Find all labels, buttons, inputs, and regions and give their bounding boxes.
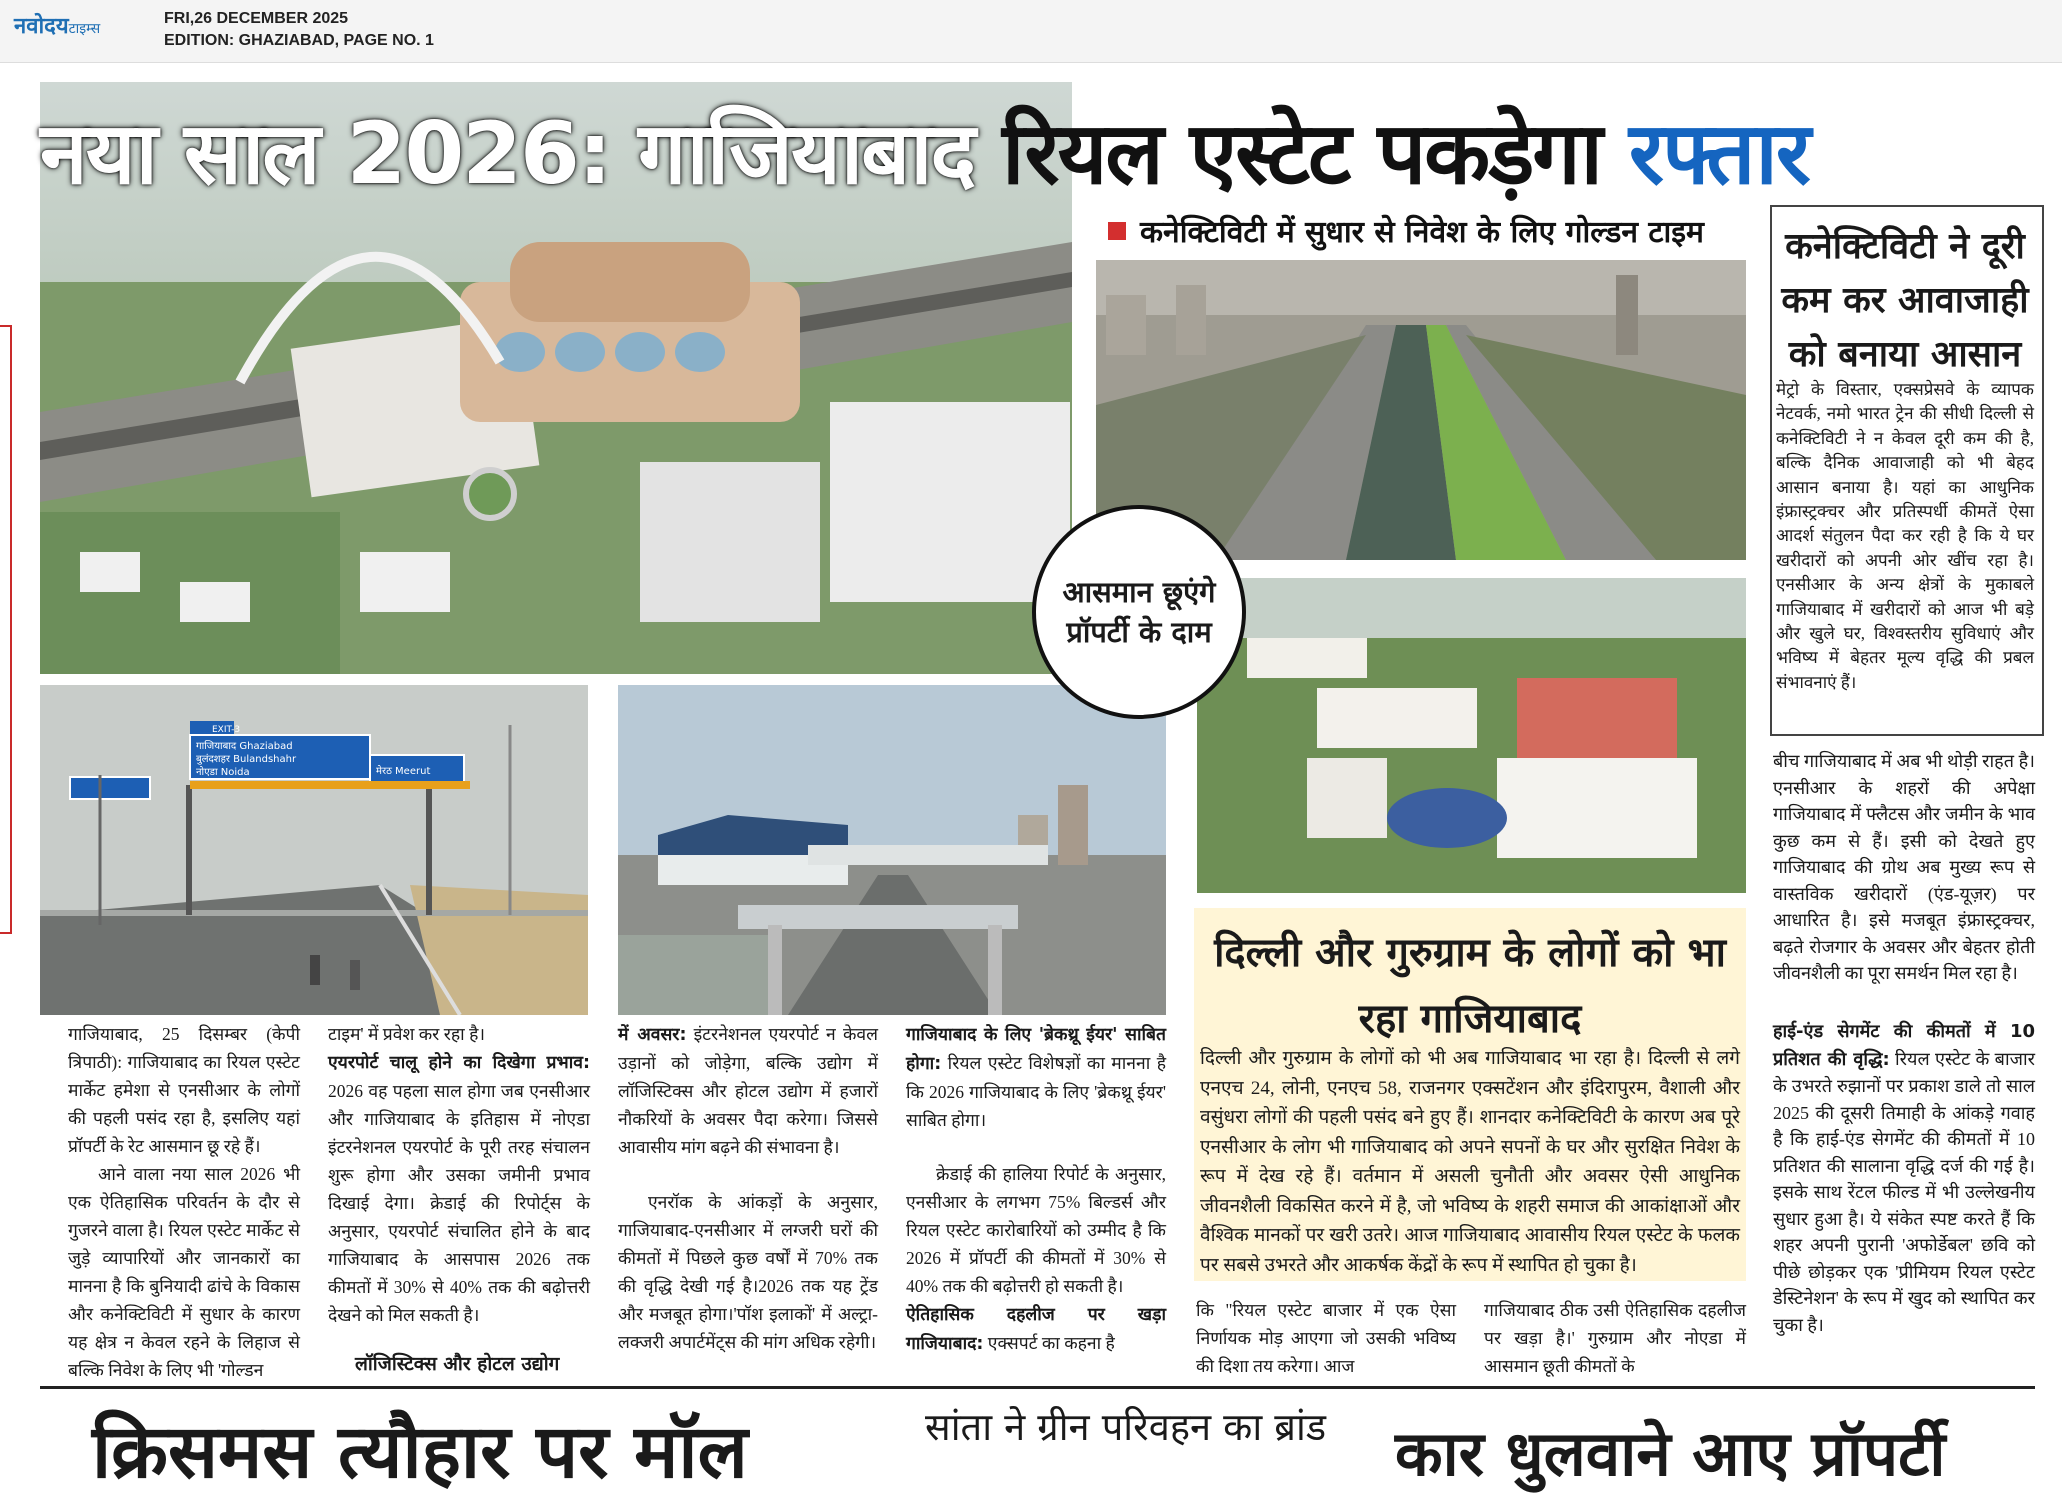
sign-line1: गाजियाबाद Ghaziabad — [196, 741, 293, 752]
highlight-box-heading: दिल्ली और गुरुग्राम के लोगों को भा रहा गाजियाबाद — [1214, 930, 1726, 1042]
sidebar-heading: कनेक्टिविटी ने दूरी कम कर आवाजाही को बनाया आसान — [1781, 226, 2029, 375]
col5-para2 — [1773, 1018, 2035, 1338]
masthead — [0, 0, 2062, 63]
col2-para1 — [328, 1048, 590, 1329]
campus-aerial-photo — [1197, 578, 1746, 893]
col2-subhead: लॉजिस्टिक्स और होटल उद्योग — [355, 1353, 560, 1375]
sign-right: मेरठ Meerut — [376, 766, 431, 777]
circle-callout — [1032, 505, 1246, 719]
left-edge-red-frame — [0, 325, 12, 934]
col4-para1 — [906, 1020, 1166, 1134]
col2-para0: टाइम' में प्रवेश कर रहा है। — [328, 1024, 485, 1044]
col4-lead2: ऐतिहासिक दहलीज पर खड़ा गाजियाबाद: — [906, 1305, 1166, 1354]
col2-para1-text: 2026 वह पहला साल होगा जब एनसीआर और गाजियाबाद के इतिहास में नोएडा इंटरनेशनल एयरपोर्ट के पूरी तरह संचालन शुरू होगा और उसका जमीनी प्रभाव दिखाई देगा। क्रेडाई की रिपोर्ट्स के अनुसार, एयरपोर्ट संचालित होने के बाद गाजियाबाद के आसपास 2026 तक कीमतों में 30% से 40% तक की बढ़ोत्तरी देखने को मिल सकती है। — [328, 1081, 590, 1325]
col3-para2: एनरॉक के आंकड़ों के अनुसार, गाजियाबाद-एनसीआर में लग्जरी घरों की कीमतों में पिछले कुछ वर्षों में 70% तक की वृद्धि देखी गई है।2026 तक यह ट्रेंड और मजबूत होगा।'पॉश इलाकों' में अल्ट्रा-लक्जरी अपार्टमेंट्स की मांग अधिक रहेगी। — [618, 1192, 878, 1352]
col1-para1: गाजियाबाद, 25 दिसम्बर (केपी त्रिपाठी): गाजियाबाद का रियल एस्टेट मार्केट हमेशा से एनसीआर के लोगों की पहली पसंद रहा है, इसलिए यहां प्रॉपर्टी के रेट आसमान छू रहे हैं। — [68, 1024, 300, 1156]
edition-info — [164, 8, 434, 52]
edition-date: FRI,26 DECEMBER 2025 — [164, 10, 349, 27]
newspaper-logo[interactable] — [14, 10, 100, 40]
bottom-headline-mid: सांता ने ग्रीन परिवहन का ब्रांड — [925, 1405, 1327, 1449]
col5-para1: बीच गाजियाबाद में अब भी थोड़ी राहत है। एनसीआर के शहरों की अपेक्षा गाजियाबाद में फ्लैटस और जमीन के भाव कुछ कम से हैं। इसी को देखते हुए गाजियाबाद की ग्रोथ अब मुख्य रूप से वास्तविक खरीदारों (एंड-यूज़र) पर आधारित है। इसे मजबूत इंफ्रास्ट्रक्चर, बढ़ते रोजगार के अवसर और बेहतर होती जीवनशैली का पूरा समर्थन मिल रहा है। — [1773, 751, 2035, 983]
col3-para1 — [618, 1020, 878, 1161]
col7-text: गाजियाबाद ठीक उसी ऐतिहासिक दहलीज पर खड़ा है।' गुरुग्राम और नोएडा में आसमान छूती कीमतों के — [1484, 1300, 1746, 1376]
logo-text: नवोदय — [14, 14, 69, 39]
metro-station-photo — [618, 685, 1166, 1015]
headline-part2: रियल एस्टेट पकड़ेगा — [1002, 104, 1601, 204]
highway-photo — [40, 685, 588, 1015]
sidebar-text: मेट्रो के विस्तार, एक्सप्रेसवे के व्यापक नेटवर्क, नमो भारत ट्रेन की सीधी दिल्ली से कनेक्टिविटी ने न केवल दूरी कम की है, बल्कि दैनिक आवाजाही को भी बेहद आसान बनाया है। यहां का आधुनिक इंफ्रास्ट्रक्चर और प्रतिस्पर्धी कीमतें ऐसा आदर्श संतुलन पैदा कर रही है कि ये घर खरीदारों को अपनी ओर खींच रहा है। एनसीआर के अन्य क्षेत्रों के मुकाबले गाजियाबाद में खरीदारों को आज भी बड़े और खुले घर, विश्वस्तरीय सुविधाएं और भविष्य में बेहतर मूल्य वृद्धि की प्रबल संभावनाएं हैं। — [1776, 380, 2034, 692]
col4-para3-text: एक्सपर्ट का कहना है — [983, 1333, 1115, 1353]
col4-para1-text: रियल एस्टेट विशेषज्ञों का मानना है कि 2026 गाजियाबाद के लिए 'ब्रेकथ्रू ईयर' साबित होगा। — [906, 1053, 1166, 1130]
col1-para2: आने वाला नया साल 2026 भी एक ऐतिहासिक परिवर्तन के दौर से गुजरने वाला है। रियल एस्टेट मार्केट से जुड़े व्यापारियों और जानकारों का मानना है कि बुनियादी ढांचे के विकास और कनेक्टिविटी में सुधार के कारण यह क्षेत्र न केवल रहने के लिहाज से बल्कि निवेश के लिए भी 'गोल्डन — [68, 1164, 300, 1380]
canal-expressway-photo — [1096, 255, 1746, 560]
logo-subtext: टाइम्स — [68, 21, 101, 37]
bottom-headline-left: क्रिसमस त्यौहार पर मॉल — [92, 1409, 748, 1495]
col6-text: कि "रियल एस्टेट बाजार में एक ऐसा निर्णायक मोड़ आएगा जो उसकी भविष्य की दिशा तय करेगा। आज — [1196, 1300, 1456, 1376]
highlight-box-text: दिल्ली और गुरुग्राम के लोगों को भी अब गाजियाबाद भा रहा है। दिल्ली से लगे एनएच 24, लोनी, एनएच 58, राजनगर एक्सटेंशन और इंदिरापुरम, वैशाली और वसुंधरा लोगों की पहली पसंद बने हुए हैं। शानदार कनेक्टिविटी के कारण अब पूरे एनसीआर के लोग भी गाजियाबाद को अपने सपनों के घर और सुरक्षित निवेश के रूप में देख रहे हैं। वर्तमान में असली चुनौती और अवसर ऐसी आधुनिक जीवनशैली विकसित करने में है, जो भविष्य के शहरी समाज की आकांक्षाओं और वैश्विक मानकों पर खरी उतरे। आज गाजियाबाद आवासीय रियल एस्टेट के फलक पर सबसे उभरते और आकर्षक केंद्रों के रूप में स्थापित हो चुका है। — [1200, 1048, 1740, 1276]
headline-part3: रफ्तार — [1628, 104, 1809, 204]
bottom-rule — [40, 1386, 2035, 1389]
subheadline-text: कनेक्टिविटी में सुधार से निवेश के लिए गोल्डन टाइम — [1140, 215, 1704, 250]
sign-line2: बुलंदशहर Bulandshahr — [196, 754, 297, 765]
col4-lead: गाजियाबाद के लिए 'ब्रेकथ्रू ईयर' साबित होगा: — [906, 1025, 1166, 1074]
col5-para2-text: रियल एस्टेट के बाजार के उभरते रुझानों पर प्रकाश डाले तो साल 2025 की दूसरी तिमाही के आंकड़े गवाह है कि हाई-एंड सेगमेंट की कीमतों में 10 प्रतिशत की सालाना वृद्धि दर्ज की गई है। इसके साथ रेंटल फील्ड में भी उल्लेखनीय सुधार हुआ है। ये संकेत स्पष्ट करते हैं कि शहर अपनी पुरानी 'अफोर्डेबल' छवि को पीछे छोड़कर एक 'प्रीमियम रियल एस्टेट डेस्टिनेशन' के रूप में खुद को स्थापित कर चुका है। — [1773, 1048, 2035, 1335]
subheadline — [1096, 210, 1746, 260]
headline-part1: नया साल 2026: गाजियाबाद — [40, 104, 975, 204]
col4-para2: क्रेडाई की हालिया रिपोर्ट के अनुसार, एनसीआर के लगभग 75% बिल्डर्स और रियल एस्टेट कारोबारियों को उम्मीद है कि 2026 में प्रॉपर्टी की कीमतों में 30% से 40% तक की बढ़ोत्तरी हो सकती है। — [906, 1164, 1166, 1296]
col3-lead: में अवसर: — [618, 1025, 687, 1045]
bottom-headline-right: कार धुलवाने आए प्रॉपर्टी — [1395, 1417, 1946, 1490]
left-edge-column — [0, 80, 10, 1465]
sign-line3: नोएडा Noida — [196, 767, 250, 778]
col4-para3 — [906, 1300, 1166, 1358]
red-square-icon — [1108, 222, 1126, 240]
sign-exit: EXIT-3 — [212, 725, 241, 735]
circle-callout-text: आसमान छूएंगे प्रॉपर्टी के दाम — [1062, 575, 1216, 649]
main-headline — [40, 92, 1809, 209]
col5-lead: हाई-एंड सेगमेंट की कीमतों में 10 प्रतिशत की वृद्धि: — [1773, 1021, 2035, 1070]
col2-lead: एयरपोर्ट चालू होने का दिखेगा प्रभाव: — [328, 1053, 590, 1073]
edition-name: EDITION: GHAZIABAD, PAGE NO. 1 — [164, 32, 434, 49]
col3-para1-text: इंटरनेशनल एयरपोर्ट न केवल उड़ानों को जोड़ेगा, बल्कि उद्योग में लॉजिस्टिक्स और होटल उद्योग में हजारों नौकरियों के अवसर पैदा करेगा। जिससे आवासीय मांग बढ़ने की संभावना है। — [618, 1024, 878, 1157]
